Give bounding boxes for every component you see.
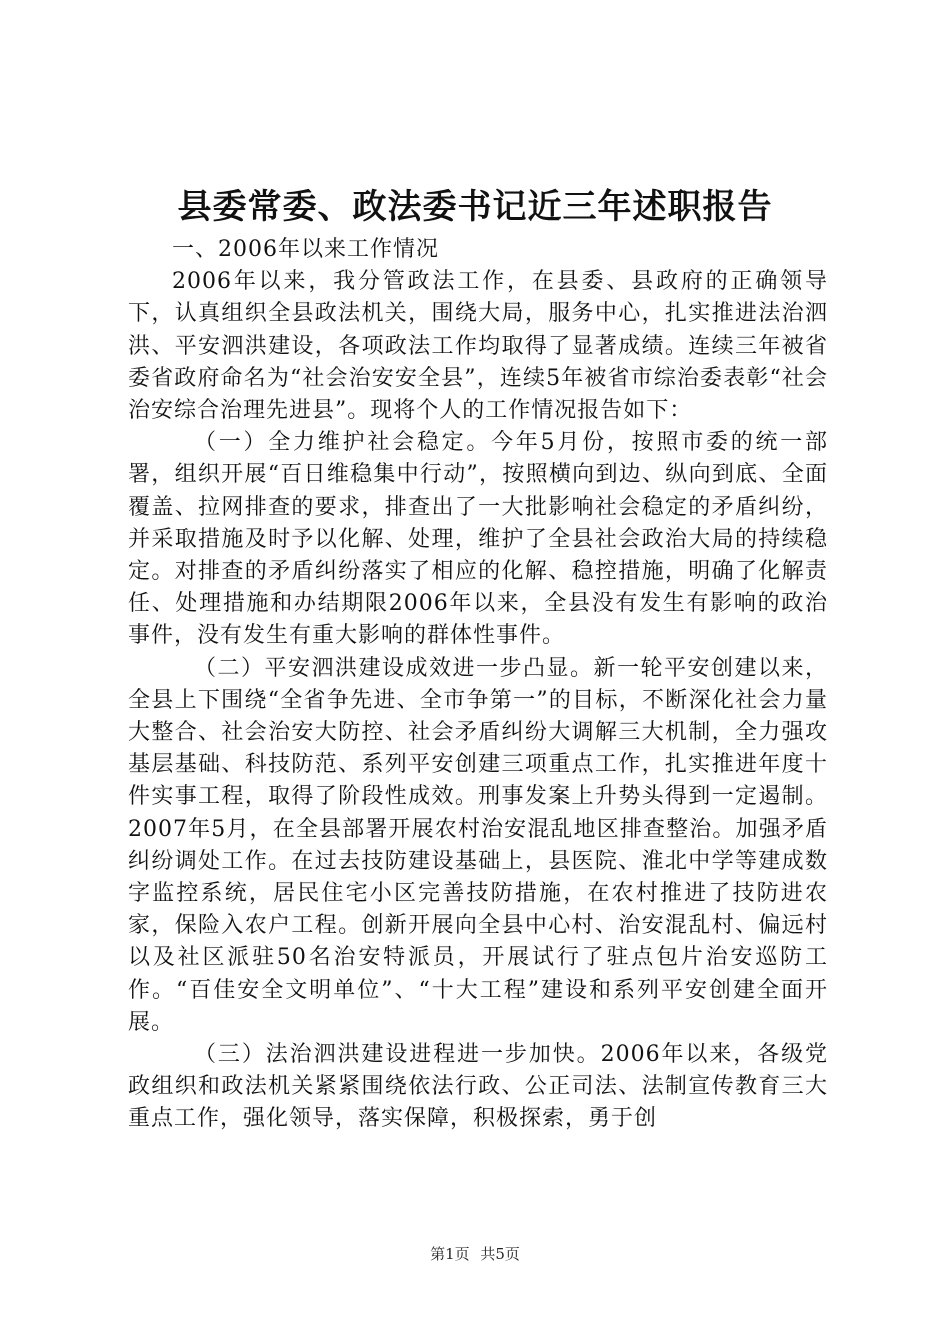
body-paragraph: 2006年以来，我分管政法工作，在县委、县政府的正确领导下，认真组织全县政法机关，围绕大局，服务中心，扎实推进法治泗洪、平安泗洪建设，各项政法工作均取得了显著成绩。连续三年被省委省政府命名为“社会治安安全县”，连续5年被省市综治委表彰“社会治安综合治理先进县”。现将个人的工作情况报告如下： xyxy=(128,269,828,424)
body-paragraph: （二）平安泗洪建设成效进一步凸显。新一轮平安创建以来，全县上下围绕“全省争先进、全市争第一”的目标，不断深化社会力量大整合、社会治安大防控、社会矛盾纠纷大调解三大机制，全力强攻基层基础、科技防范、系列平安创建三项重点工作，扎实推进年度十件实事工程，取得了阶段性成效。刑事发案上升势头得到一定遏制。2007年5月，在全县部署开展农村治安混乱地区排查整治。加强矛盾纠纷调处工作。在过去技防建设基础上，县医院、淮北中学等建成数字监控系统，居民住宅小区完善技防措施，在农村推进了技防进农家，保险入农户工程。创新开展向全县中心村、治安混乱村、偏远村以及社区派驻50名治安特派员，开展试行了驻点包片治安巡防工作。“百佳安全文明单位”、“十大工程”建设和系列平安创建全面开展。 xyxy=(128,655,828,1035)
body-paragraph: （三）法治泗洪建设进程进一步加快。2006年以来，各级党政组织和政法机关紧紧围绕依法行政、公正司法、法制宣传教育三大重点工作，强化领导，落实保障，积极探索，勇于创 xyxy=(128,1042,828,1132)
section-heading: 一、2006年以来工作情况 xyxy=(172,237,439,262)
page-footer xyxy=(0,1244,950,1264)
page-total: 共5页 xyxy=(480,1245,520,1263)
document-body xyxy=(128,234,828,1136)
document-title: 县委常委、政法委书记近三年述职报告 xyxy=(177,187,773,227)
body-paragraph: （一）全力维护社会稳定。今年5月份，按照市委的统一部署，组织开展“百日维稳集中行动”，按照横向到边、纵向到底、全面覆盖、拉网排查的要求，排查出了一大批影响社会稳定的矛盾纠纷，并采取措施及时予以化解、处理，维护了全县社会政治大局的持续稳定。对排查的矛盾纠纷落实了相应的化解、稳控措施，明确了化解责任、处理措施和办结期限2006年以来，全县没有发生有影响的政治事件，没有发生有重大影响的群体性事件。 xyxy=(128,430,828,649)
page-number: 第1页 xyxy=(430,1245,470,1263)
